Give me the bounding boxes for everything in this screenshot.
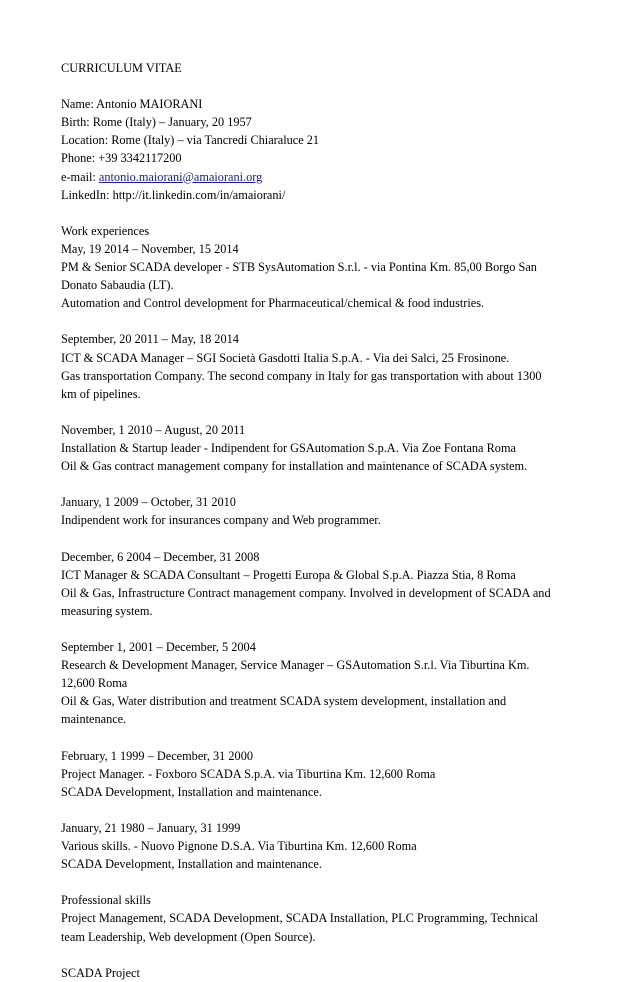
work-experience-list	[61, 240, 591, 873]
linkedin-line: LinkedIn: http://it.linkedin.com/in/amaiorani/	[61, 187, 286, 202]
work-detail-line: ICT Manager & SCADA Consultant – Progetti Europa & Global S.p.A. Piazza Stia, 8 Roma	[61, 567, 516, 582]
work-detail-line: Oil & Gas, Water distribution and treatment SCADA system development, installation and	[61, 694, 507, 709]
work-period: September, 20 2011 – May, 18 2014	[61, 332, 239, 347]
work-detail-line: Various skills. - Nuovo Pignone D.S.A. Via Tiburtina Km. 12,600 Roma	[61, 839, 417, 854]
work-entry	[61, 728, 591, 800]
work-period: September 1, 2001 – December, 5 2004	[61, 640, 256, 654]
spacer	[61, 728, 591, 746]
work-entry	[61, 529, 591, 619]
work-entry	[61, 240, 591, 312]
work-entry	[61, 801, 591, 873]
spacer	[61, 312, 591, 330]
skills-line: Project Management, SCADA Development, SCADA Installation, PLC Programming, Technical	[61, 911, 539, 926]
work-detail-line: maintenance.	[61, 712, 127, 727]
work-entry	[61, 312, 591, 402]
spacer	[61, 801, 591, 819]
work-detail-line: Donato Sabaudia (LT).	[61, 278, 174, 293]
phone-line: Phone: +39 3342117200	[61, 151, 182, 166]
work-detail-line: Gas transportation Company. The second company in Italy for gas transportation with about 1300	[61, 368, 542, 383]
work-entry	[61, 403, 591, 475]
email-label: e-mail:	[61, 169, 99, 184]
scada-project-heading: SCADA Project	[61, 965, 140, 980]
spacer	[61, 204, 591, 222]
work-detail-line: measuring system.	[61, 603, 153, 618]
birth-line: Birth: Rome (Italy) – January, 20 1957	[61, 115, 252, 130]
personal-info	[61, 95, 591, 204]
work-detail-line: Oil & Gas, Infrastructure Contract management company. Involved in development of SCADA and	[61, 585, 551, 600]
work-detail-line: Oil & Gas contract management company for installation and maintenance of SCADA system.	[61, 459, 528, 474]
spacer	[61, 620, 591, 638]
work-period: December, 6 2004 – December, 31 2008	[61, 549, 260, 564]
work-period: November, 1 2010 – August, 20 2011	[61, 422, 246, 437]
work-period: January, 1 2009 – October, 31 2010	[61, 495, 236, 510]
work-detail-line: 12,600 Roma	[61, 676, 128, 691]
spacer	[61, 946, 591, 964]
work-heading: Work experiences	[61, 223, 150, 238]
work-entry	[61, 620, 591, 729]
work-detail-line: Research & Development Manager, Service Manager – GSAutomation S.r.l. Via Tiburtina Km.	[61, 658, 530, 673]
work-detail-line: SCADA Development, Installation and maintenance.	[61, 857, 322, 872]
skills-heading: Professional skills	[61, 893, 151, 908]
spacer	[61, 529, 591, 547]
name-line: Name: Antonio MAIORANI	[61, 97, 203, 112]
work-period: January, 21 1980 – January, 31 1999	[61, 820, 241, 835]
skills-line: team Leadership, Web development (Open Source).	[61, 929, 316, 944]
work-detail-line: Indipendent work for insurances company and Web programmer.	[61, 513, 381, 528]
work-period: February, 1 1999 – December, 31 2000	[61, 748, 253, 763]
skills-list	[61, 909, 591, 945]
work-period: May, 19 2014 – November, 15 2014	[61, 241, 239, 256]
work-detail-line: km of pipelines.	[61, 386, 141, 401]
work-detail-line: SCADA Development, Installation and maintenance.	[61, 784, 322, 799]
page-title: CURRICULUM VITAE	[61, 61, 182, 75]
work-entry	[61, 475, 591, 529]
work-detail-line: Automation and Control development for Pharmaceutical/chemical & food industries.	[61, 296, 485, 311]
spacer	[61, 873, 591, 891]
work-detail-line: Installation & Startup leader - Indipendent for GSAutomation S.p.A. Via Zoe Fontana Roma	[61, 440, 516, 455]
work-detail-line: PM & Senior SCADA developer - STB SysAutomation S.r.l. - via Pontina Km. 85,00 Borgo San	[61, 260, 537, 275]
work-detail-line: ICT & SCADA Manager – SGI Società Gasdotti Italia S.p.A. - Via dei Salci, 25 Frosinone.	[61, 350, 510, 365]
email-line	[61, 168, 591, 186]
work-detail-line: Project Manager. - Foxboro SCADA S.p.A. via Tiburtina Km. 12,600 Roma	[61, 766, 436, 781]
cv-document	[61, 59, 591, 982]
spacer	[61, 475, 591, 493]
location-line: Location: Rome (Italy) – via Tancredi Chiaraluce 21	[61, 133, 320, 148]
spacer	[61, 403, 591, 421]
email-link[interactable]: antonio.maiorani@amaiorani.org	[98, 169, 263, 184]
spacer	[61, 77, 591, 95]
